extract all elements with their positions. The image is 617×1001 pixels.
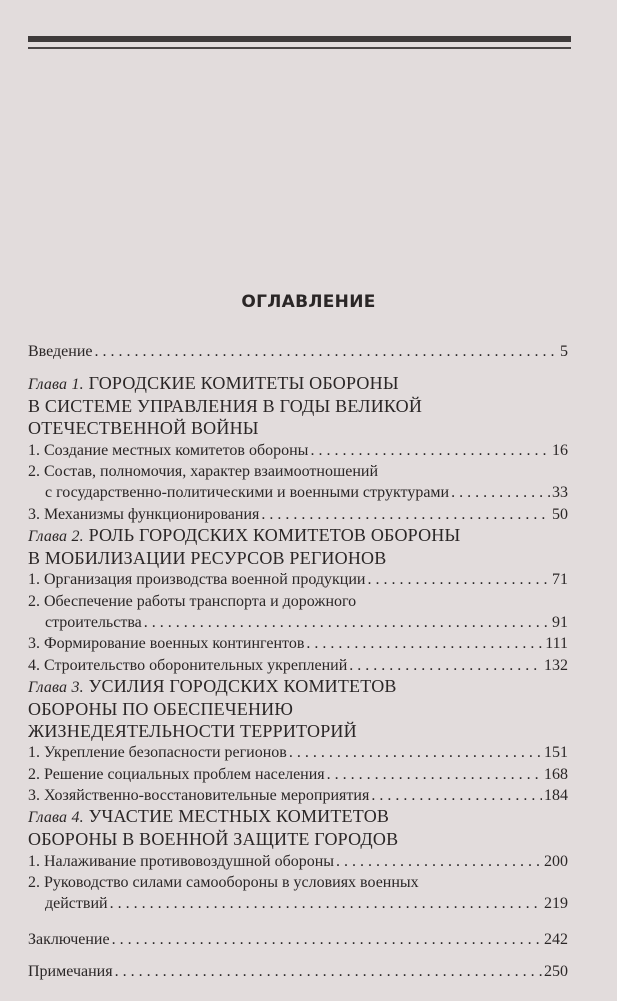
chapters xyxy=(28,373,568,914)
dot-leader xyxy=(112,929,542,950)
spacer xyxy=(28,915,568,929)
entry-page: 200 xyxy=(544,852,568,870)
entry-label: 3. Механизмы функционирования xyxy=(28,505,260,523)
chapter-prefix: Глава 3. xyxy=(28,678,84,696)
toc-entry-section[interactable] xyxy=(28,872,568,893)
toc-entry-intro[interactable] xyxy=(28,341,568,362)
entry-label: 1. Организация производства военной продукции xyxy=(28,571,366,589)
chapter xyxy=(28,806,568,914)
entry-page: 91 xyxy=(552,614,568,632)
entry-page: 168 xyxy=(544,765,568,783)
entry-label: 3. Хозяйственно-восстановительные мероприятия xyxy=(28,786,370,804)
page-title: ОГЛАВЛЕНИЕ xyxy=(241,292,376,312)
toc-entry-section[interactable] xyxy=(28,569,568,590)
chapter-title: УСИЛИЯ ГОРОДСКИХ КОМИТЕТОВ xyxy=(88,675,397,696)
table-of-contents xyxy=(28,341,568,982)
dot-leader xyxy=(306,633,543,654)
entry-label: 2. Руководство силами самообороны в условиях военных xyxy=(28,874,419,892)
chapter-title: ГОРОДСКИЕ КОМИТЕТЫ ОБОРОНЫ xyxy=(88,373,399,394)
dot-leader xyxy=(261,504,550,525)
header-rule-thick xyxy=(28,36,571,42)
entry-page: 33 xyxy=(552,484,568,502)
chapter xyxy=(28,676,568,806)
dot-leader xyxy=(336,851,542,872)
chapter-heading-line[interactable] xyxy=(28,373,568,396)
dot-leader xyxy=(115,961,542,982)
entry-label: 1. Налаживание противовоздушной обороны xyxy=(28,852,335,870)
entry-label: с государственно-политическими и военными структурами xyxy=(45,484,450,502)
dot-leader xyxy=(327,764,542,785)
chapter-heading-line[interactable] xyxy=(28,418,568,440)
entry-label: 2. Состав, полномочия, характер взаимоотношений xyxy=(28,462,379,480)
spacer xyxy=(28,362,568,373)
chapter-heading-line[interactable] xyxy=(28,676,568,699)
entry-page: 242 xyxy=(544,930,568,948)
chapter-title: ЖИЗНЕДЕЯТЕЛЬНОСТИ ТЕРРИТОРИЙ xyxy=(28,720,357,741)
entry-label: 2. Решение социальных проблем населения xyxy=(28,765,325,783)
entry-page: 151 xyxy=(544,744,568,762)
chapter-heading-line[interactable] xyxy=(28,548,568,570)
chapter-heading-line[interactable] xyxy=(28,829,568,851)
toc-entry-section[interactable] xyxy=(28,633,568,654)
dot-leader xyxy=(368,569,551,590)
toc-entry-section[interactable] xyxy=(28,482,568,503)
toc-entry-section[interactable] xyxy=(28,764,568,785)
entry-label: 1. Создание местных комитетов обороны xyxy=(28,441,309,459)
chapter-title: РОЛЬ ГОРОДСКИХ КОМИТЕТОВ ОБОРОНЫ xyxy=(88,524,461,545)
chapter-title: УЧАСТИЕ МЕСТНЫХ КОМИТЕТОВ xyxy=(88,806,390,827)
dot-leader xyxy=(451,482,550,503)
toc-entry-section[interactable] xyxy=(28,612,568,633)
chapter-prefix: Глава 1. xyxy=(28,376,84,394)
entry-label: Введение xyxy=(28,343,93,360)
spacer xyxy=(28,950,568,961)
entry-page: 132 xyxy=(544,656,568,674)
toc-entry-section[interactable] xyxy=(28,893,568,914)
entry-page: 16 xyxy=(552,441,568,459)
toc-entry-section[interactable] xyxy=(28,591,568,612)
entry-page: 50 xyxy=(552,505,568,523)
toc-entry-section[interactable] xyxy=(28,655,568,676)
chapter-heading-line[interactable] xyxy=(28,396,568,418)
toc-entry-conclusion[interactable] xyxy=(28,929,568,950)
entry-label: 4. Строительство оборонительных укреплений xyxy=(28,656,348,674)
entry-label: Заключение xyxy=(28,930,110,948)
entry-label: 3. Формирование военных контингентов xyxy=(28,635,305,653)
toc-entry-section[interactable] xyxy=(28,785,568,806)
toc-entry-section[interactable] xyxy=(28,440,568,461)
dot-leader xyxy=(310,440,550,461)
dot-leader xyxy=(371,785,542,806)
toc-entry-section[interactable] xyxy=(28,461,568,482)
chapter-heading-line[interactable] xyxy=(28,525,568,548)
toc-entry-notes[interactable] xyxy=(28,961,568,982)
dot-leader xyxy=(110,893,542,914)
entry-page: 111 xyxy=(545,635,568,653)
entry-page: 5 xyxy=(560,343,568,360)
chapter-heading-line[interactable] xyxy=(28,721,568,743)
dot-leader xyxy=(349,655,542,676)
chapter-title: ОБОРОНЫ В ВОЕННОЙ ЗАЩИТЕ ГОРОДОВ xyxy=(28,829,399,850)
toc-entry-section[interactable] xyxy=(28,742,568,763)
entry-label: строительства xyxy=(45,614,142,632)
dot-leader xyxy=(289,742,542,763)
entry-label: 2. Обеспечение работы транспорта и дорожного xyxy=(28,592,357,610)
chapter-title: ОБОРОНЫ ПО ОБЕСПЕЧЕНИЮ xyxy=(28,698,294,719)
entry-page: 219 xyxy=(544,895,568,913)
chapter-title: В МОБИЛИЗАЦИИ РЕСУРСОВ РЕГИОНОВ xyxy=(28,547,387,568)
chapter-heading-line[interactable] xyxy=(28,699,568,721)
entry-label: Примечания xyxy=(28,963,113,981)
entry-page: 71 xyxy=(552,571,568,589)
dot-leader xyxy=(95,341,559,362)
entry-page: 184 xyxy=(544,786,568,804)
header-rule-thin xyxy=(28,47,571,49)
toc-entry-section[interactable] xyxy=(28,504,568,525)
entry-page: 250 xyxy=(544,963,568,981)
entry-label: 1. Укрепление безопасности регионов xyxy=(28,744,287,762)
chapter-heading-line[interactable] xyxy=(28,806,568,829)
chapter-title: ОТЕЧЕСТВЕННОЙ ВОЙНЫ xyxy=(28,417,259,438)
toc-entry-section[interactable] xyxy=(28,851,568,872)
chapter xyxy=(28,373,568,525)
entry-label: действий xyxy=(45,895,108,913)
chapter-prefix: Глава 4. xyxy=(28,809,84,827)
dot-leader xyxy=(144,612,550,633)
chapter-title: В СИСТЕМЕ УПРАВЛЕНИЯ В ГОДЫ ВЕЛИКОЙ xyxy=(28,396,423,417)
chapter xyxy=(28,525,568,676)
chapter-prefix: Глава 2. xyxy=(28,527,84,545)
